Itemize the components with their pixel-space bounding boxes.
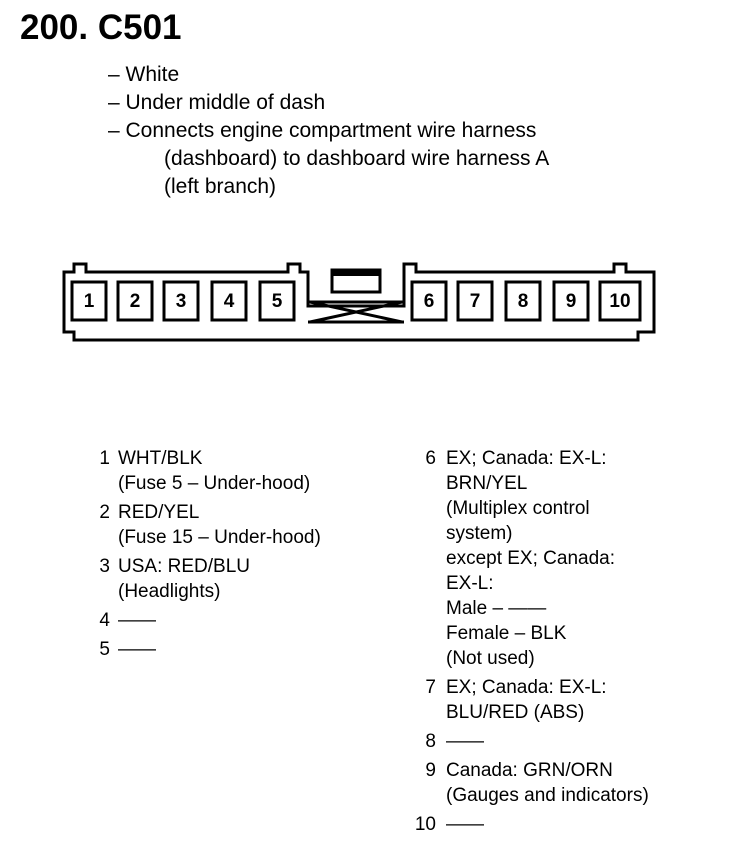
connector-description: [108, 61, 549, 201]
wire-line: EX; Canada: EX-L:: [446, 448, 607, 469]
pin-number: 6: [425, 448, 436, 469]
wire-line: (Not used): [446, 648, 535, 669]
wire-note: (Headlights): [118, 581, 221, 602]
wire-color: ——: [118, 610, 156, 631]
wire-line: BLU/RED (ABS): [446, 702, 585, 723]
wire-entry-2: [90, 500, 321, 550]
pin-number: 2: [99, 502, 110, 523]
wire-color: RED/YEL: [118, 502, 200, 523]
wire-line: (Multiplex control: [446, 498, 590, 519]
page-title: 200. C501: [20, 8, 182, 47]
pin-number: 9: [425, 760, 436, 781]
bullet-connects-line-3: (left branch): [164, 175, 277, 198]
wire-note: (Fuse 15 – Under-hood): [118, 527, 321, 548]
wire-line: ——: [446, 731, 484, 752]
wire-entry-3: [90, 554, 321, 604]
wire-entry-7: [416, 675, 649, 725]
wiring-list-left: [90, 446, 321, 662]
wire-line: (Gauges and indicators): [446, 785, 649, 806]
wire-entry-9: [416, 758, 649, 808]
wire-line: Female – BLK: [446, 623, 567, 644]
wire-entry-1: [90, 446, 321, 496]
wire-line: BRN/YEL: [446, 473, 528, 494]
pin-number: 3: [99, 556, 110, 577]
pin-label-6: 6: [423, 291, 435, 312]
wire-line: Canada: GRN/ORN: [446, 760, 613, 781]
wire-line: system): [446, 523, 513, 544]
pin-label-9: 9: [565, 291, 577, 312]
wire-line: except EX; Canada:: [446, 548, 615, 569]
wire-entry-4: [90, 608, 321, 633]
wire-line: EX; Canada: EX-L:: [446, 677, 607, 698]
wire-entry-6: [416, 446, 649, 671]
pin-number: 4: [99, 610, 110, 631]
pin-label-10: 10: [609, 291, 631, 312]
pin-number: 8: [425, 731, 436, 752]
wire-color: WHT/BLK: [118, 448, 203, 469]
pin-number: 5: [99, 639, 110, 660]
pin-label-3: 3: [175, 291, 187, 312]
connector-diagram: [62, 256, 662, 346]
wire-entry-5: [90, 637, 321, 662]
pin-label-5: 5: [271, 291, 283, 312]
pin-number: 7: [425, 677, 436, 698]
wire-line: Male – ——: [446, 598, 547, 619]
wire-color: USA: RED/BLU: [118, 556, 250, 577]
pin-label-4: 4: [223, 291, 235, 312]
bullet-location: – Under middle of dash: [108, 91, 326, 114]
wire-entry-10: [416, 812, 649, 837]
wire-entry-8: [416, 729, 649, 754]
wire-color: ——: [118, 639, 156, 660]
wire-line: EX-L:: [446, 573, 494, 594]
pin-label-8: 8: [517, 291, 529, 312]
wire-note: (Fuse 5 – Under-hood): [118, 473, 311, 494]
wire-line: ——: [446, 814, 484, 835]
bullet-connects-line-2: (dashboard) to dashboard wire harness A: [164, 147, 550, 170]
bullet-connects: – Connects engine compartment wire harness: [108, 119, 537, 142]
pin-label-2: 2: [129, 291, 141, 312]
wiring-list-right: [416, 446, 649, 837]
bullet-color: – White: [108, 63, 180, 86]
pin-label-7: 7: [469, 291, 481, 312]
pin-number: 1: [99, 448, 110, 469]
pin-number: 10: [414, 814, 436, 835]
pin-label-1: 1: [83, 291, 95, 312]
